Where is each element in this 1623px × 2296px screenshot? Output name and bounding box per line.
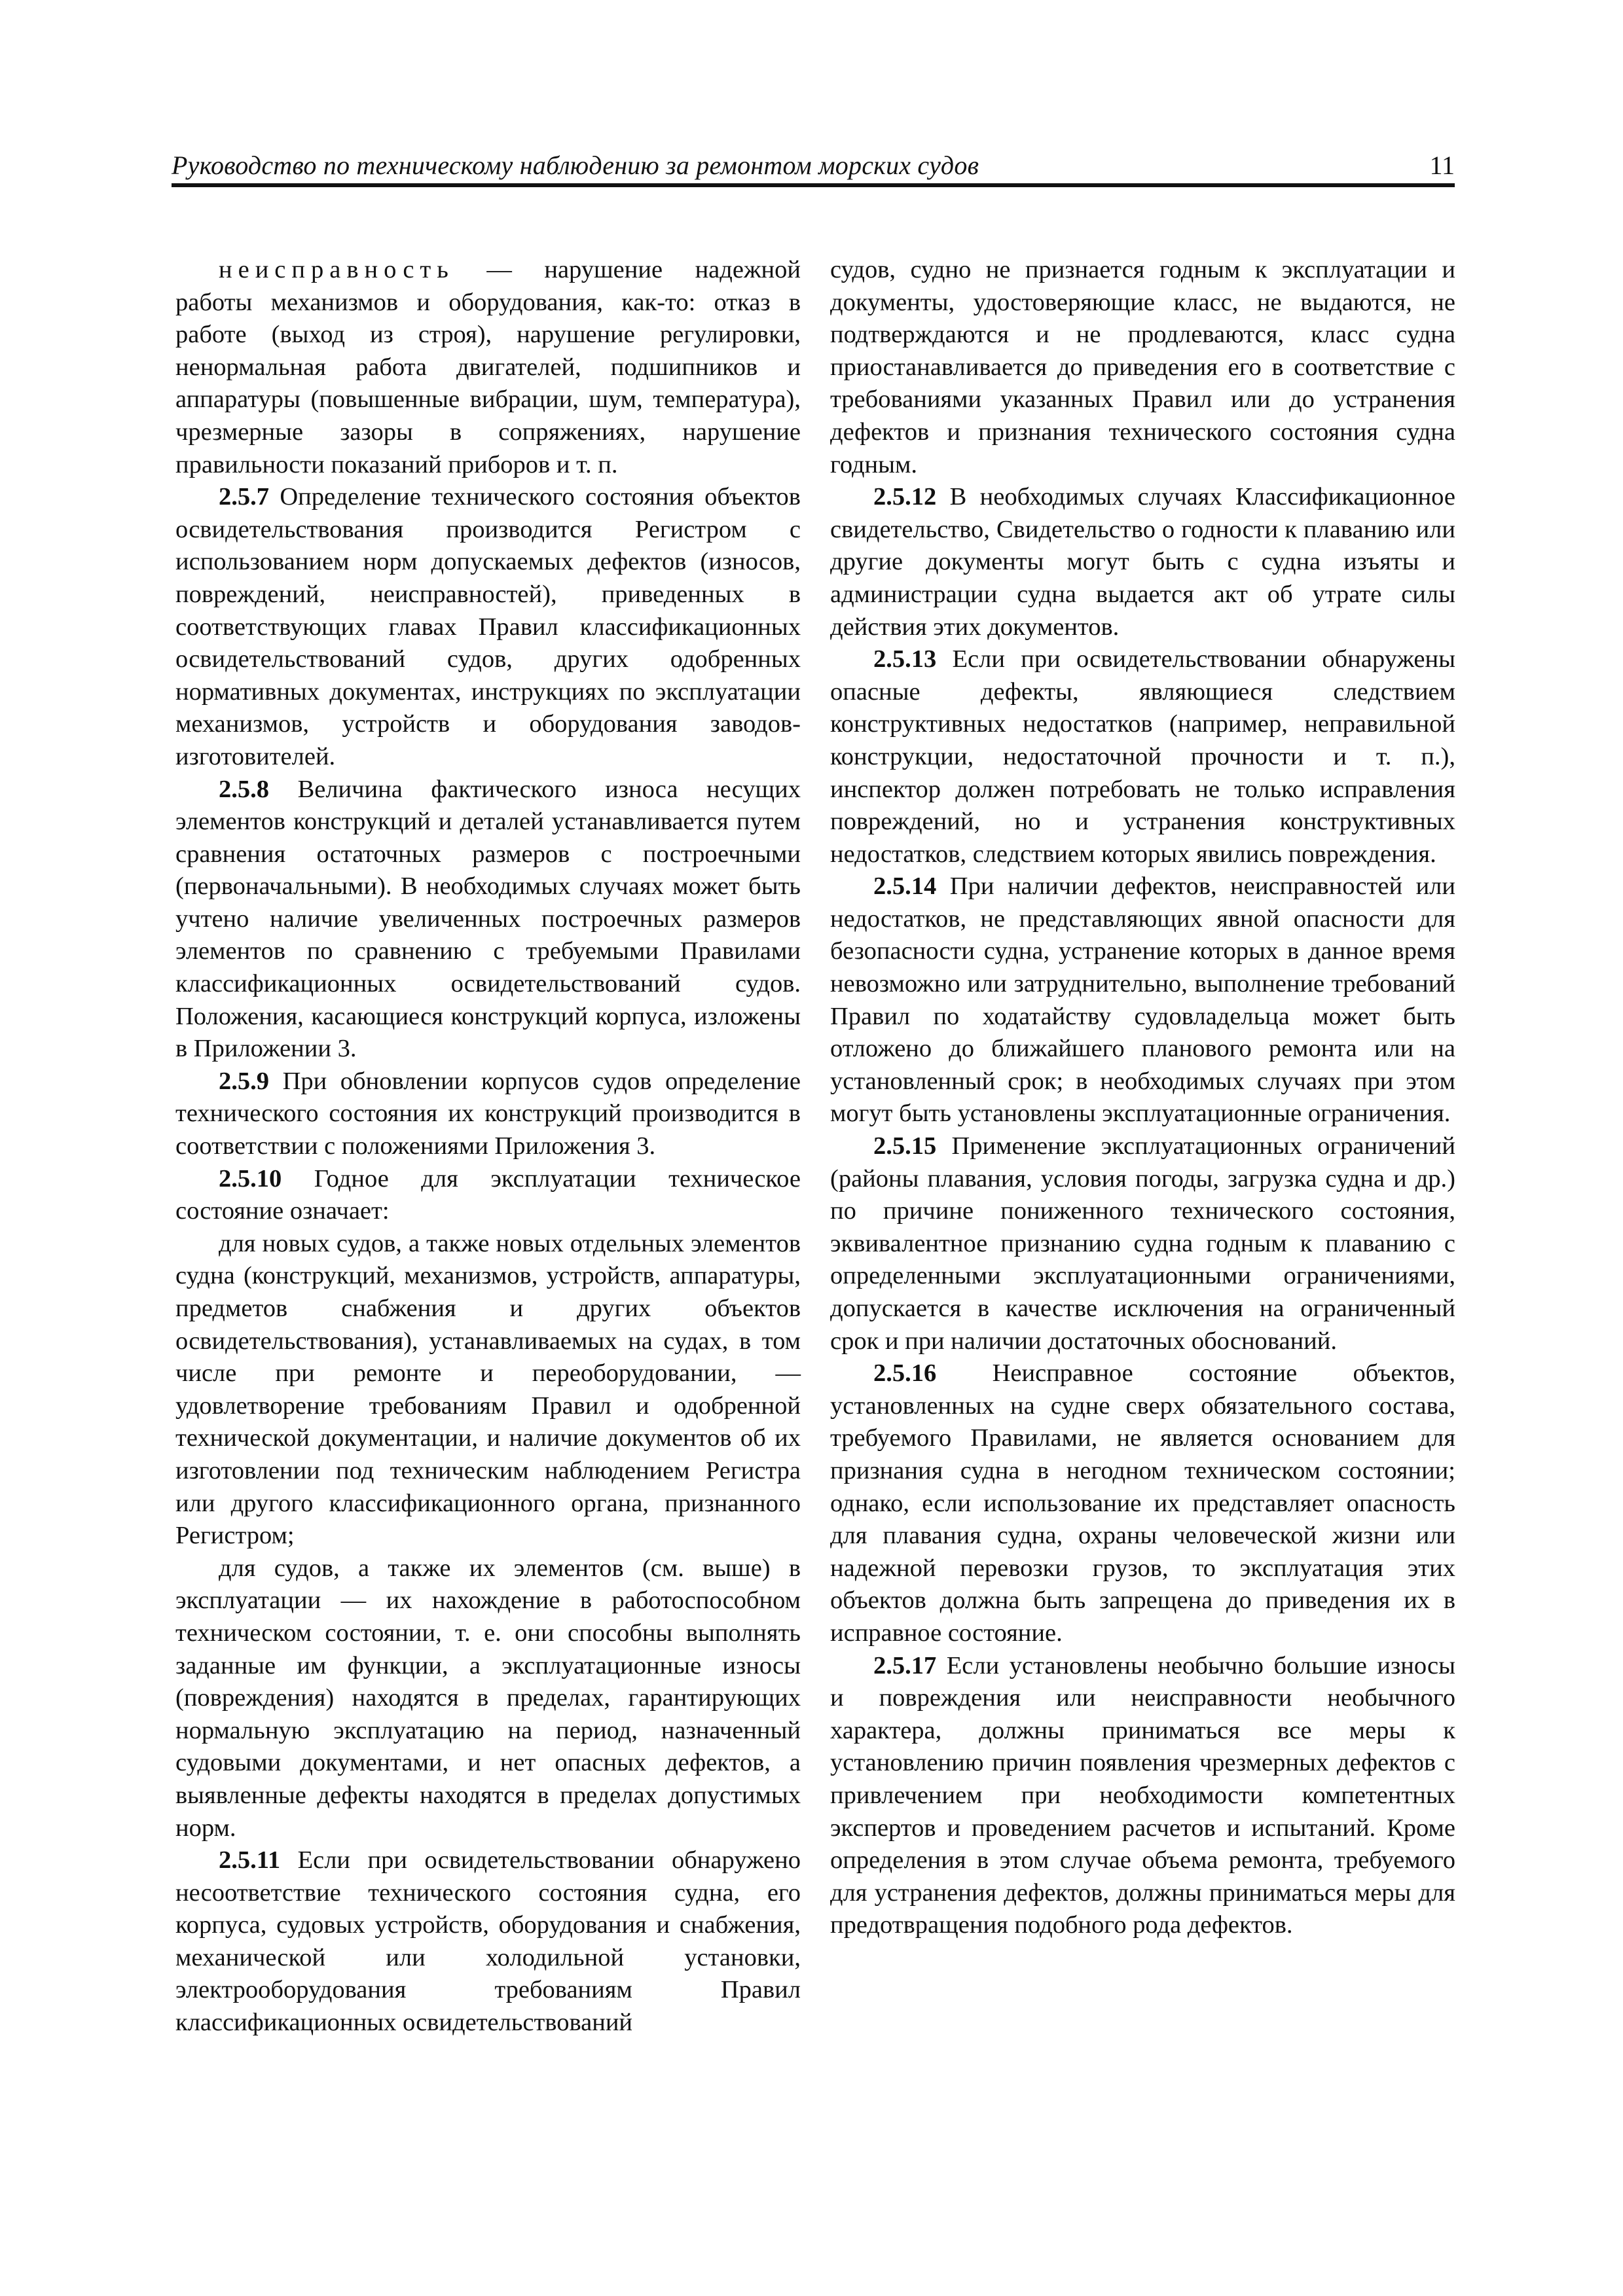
- paragraph-text: Неисправное состояние объектов, установленных на судне сверх обязательного состава, требуемого Правилами, не является основанием для признания судна в негодном техническом состоянии; однако, если использование их представляет опасность для плавания судна, охраны человеческой жизни или надежной перевозки грузов, то эксплуатация этих объектов должна быть запрещена до приведения их в исправное состояние.: [830, 1359, 1455, 1647]
- page-number: 11: [1429, 151, 1455, 180]
- header-title: Руководство по техническому наблюдению за ремонтом морских судов: [172, 151, 979, 180]
- paragraph: [830, 870, 1455, 1130]
- paragraph-text: Годное для эксплуатации техническое состояние означает:: [175, 1164, 801, 1225]
- paragraph-text: Величина фактического износа несущих элементов конструкций и деталей устанавливается путем сравнения остаточных размеров с построечными (первоначальными). В необходимых случаях может быть учтено наличие увеличенных построечных размеров элементов по сравнению с требуемыми Правилами классификационных освидетельствований судов. Положения, касающиеся конструкций корпуса, изложены в Приложении 3.: [175, 775, 801, 1063]
- paragraph: [175, 1163, 801, 1228]
- paragraph: [830, 1650, 1455, 1942]
- term-defined: неисправность: [219, 256, 454, 283]
- paragraph-text: Определение технического состояния объектов освидетельствования производится Регистром с использованием норм допускаемых дефектов (износов, повреждений, неисправностей), приведенных в соответствующих главах Правил классификационных освидетельствований судов, других одобренных нормативных документах, инструкциях по эксплуатации механизмов, устройств и оборудования заводов-изготовителей.: [175, 483, 801, 770]
- paragraph-text: При наличии дефектов, неисправностей или недостатков, не представляющих явной опасности для безопасности судна, устранение которых в данное время невозможно или затруднительно, выполнение требований Правил по ходатайству судовладельца может быть отложено до ближайшего планового ремонта или на установленный срок; в необходимых случаях при этом могут быть установлены эксплуатационные ограничения.: [830, 872, 1455, 1128]
- paragraph: [175, 1844, 801, 2039]
- clause-number: 2.5.7: [219, 483, 269, 511]
- clause-number: 2.5.8: [219, 775, 269, 803]
- clause-number: 2.5.15: [873, 1132, 937, 1160]
- paragraph-text: В необходимых случаях Классификационное свидетельство, Свидетельство о годности к плаванию или другие документы могут быть с судна изъяты и администрации судна выдается акт об утрате силы действия этих документов.: [830, 483, 1455, 641]
- paragraph: [830, 643, 1455, 870]
- paragraph: [175, 1552, 801, 1844]
- clause-number: 2.5.10: [219, 1164, 282, 1193]
- paragraph: [830, 1130, 1455, 1357]
- clause-number: 2.5.12: [873, 483, 937, 511]
- paragraph-text: судов, судно не признается годным к эксплуатации и документы, удостоверяющие класс, не выдаются, не подтверждаются и не продлеваются, класс судна приостанавливается до приведения его в соответствие с требованиями указанных Правил или до устранения дефектов и признания технического состояния судна годным.: [830, 256, 1455, 478]
- right-column: [830, 254, 1455, 1942]
- paragraph-text: для новых судов, а также новых отдельных элементов судна (конструкций, механизмов, устройств, аппаратуры, предметов снабжения и других объектов освидетельствования), устанавливаемых на судах, в том числе при ремонте и переоборудовании, — удовлетворение требованиям Правил и одобренной технической документации, и наличие документов об их изготовлении под техническим наблюдением Регистра или другого классификационного органа, признанного Регистром;: [175, 1229, 801, 1550]
- clause-number: 2.5.13: [873, 645, 937, 673]
- clause-number: 2.5.17: [873, 1651, 937, 1679]
- paragraph: [175, 481, 801, 773]
- paragraph-text: Если при освидетельствовании обнаружены опасные дефекты, являющиеся следствием конструктивных недостатков (например, неправильной конструкции, недостаточной прочности и т. п.), инспектор должен потребовать не только исправления повреждений, но и устранения конструктивных недостатков, следствием которых явились повреждения.: [830, 645, 1455, 868]
- paragraph: [175, 254, 801, 481]
- paragraph: [175, 1228, 801, 1552]
- clause-number: 2.5.16: [873, 1359, 937, 1388]
- running-header: [172, 137, 1455, 187]
- clause-number: 2.5.9: [219, 1067, 269, 1095]
- clause-number: 2.5.11: [219, 1846, 281, 1874]
- paragraph-text: Если при освидетельствовании обнаружено несоответствие технического состояния судна, его корпуса, судовых устройств, оборудования и снабжения, механической или холодильной установки, электрооборудования требованиям Правил классификационных освидетельствований: [175, 1846, 801, 2037]
- paragraph-text: — нарушение надежной работы механизмов и оборудования, как-то: отказ в работе (выход из строя), нарушение регулировки, ненормальная работа двигателей, подшипников и аппаратуры (повышенные вибрации, шум, температура), чрезмерные зазоры в сопряжениях, нарушение правильности показаний приборов и т. п.: [175, 256, 801, 478]
- paragraph-continued: [830, 254, 1455, 481]
- clause-number: 2.5.14: [873, 872, 937, 901]
- paragraph: [830, 481, 1455, 643]
- paragraph-text: для судов, а также их элементов (см. выше) в эксплуатации — их нахождение в работоспособном техническом состоянии, т. е. они способны выполнять заданные им функции, а эксплуатационные износы (повреждения) находятся в пределах, гарантирующих нормальную эксплуатацию на период, назначенный судовыми документами, и нет опасных дефектов, а выявленные дефекты находятся в пределах допустимых норм.: [175, 1554, 801, 1842]
- paragraph: [175, 774, 801, 1066]
- paragraph-text: Применение эксплуатационных ограничений (районы плавания, условия погоды, загрузка судна и др.) по причине пониженного технического состояния, эквивалентное признанию судна годным к плаванию с определенными эксплуатационными ограничениями, допускается в качестве исключения на ограниченный срок и при наличии достаточных обоснований.: [830, 1132, 1455, 1355]
- paragraph: [175, 1066, 801, 1163]
- paragraph-text: При обновлении корпусов судов определение технического состояния их конструкций производится в соответствии с положениями Приложения 3.: [175, 1067, 801, 1160]
- paragraph: [830, 1357, 1455, 1649]
- paragraph-text: Если установлены необычно большие износы и повреждения или неисправности необычного характера, должны приниматься все меры к установлению причин появления чрезмерных дефектов с привлечением при необходимости компетентных экспертов и проведением расчетов и испытаний. Кроме определения в этом случае объема ремонта, требуемого для устранения дефектов, должны приниматься меры для предотвращения подобного рода дефектов.: [830, 1651, 1455, 1939]
- left-column: [175, 254, 801, 2039]
